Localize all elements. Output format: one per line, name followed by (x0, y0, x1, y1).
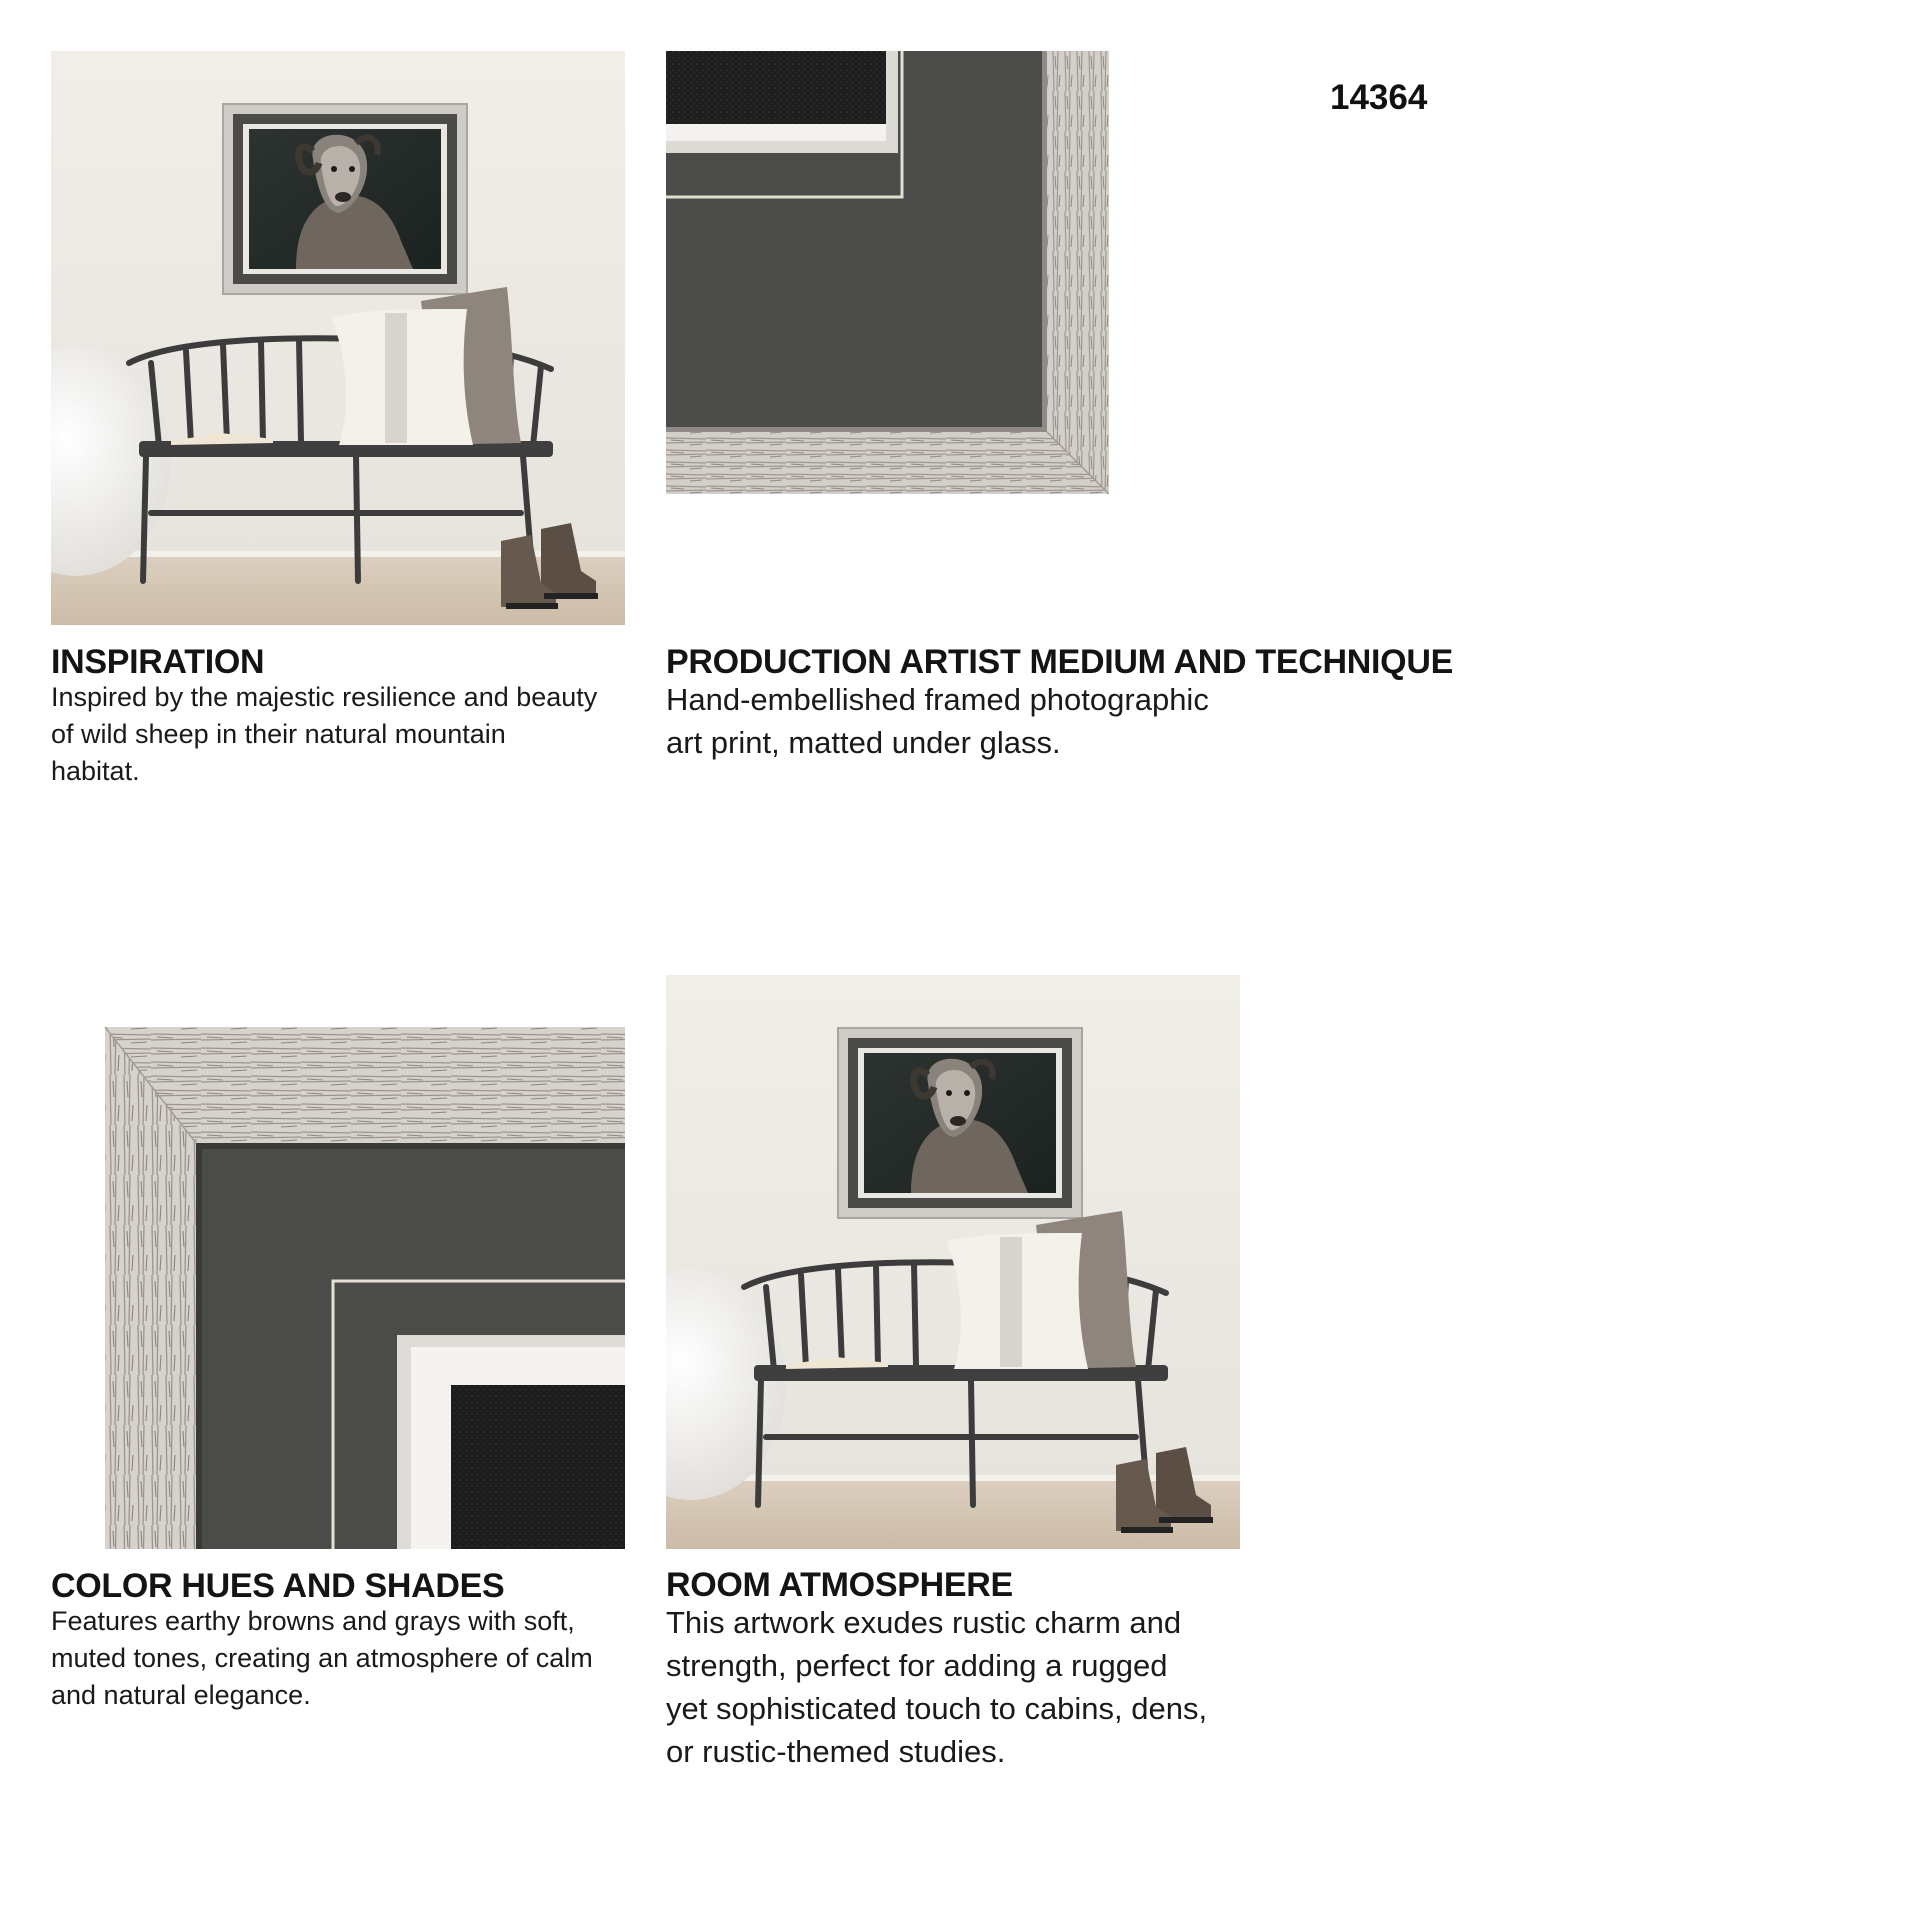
room-heading: ROOM ATMOSPHERE (666, 1566, 1013, 1604)
production-text (666, 678, 1366, 764)
room-scene-photo-2 (666, 975, 1240, 1549)
frame-corner-detail-photo (51, 975, 625, 1549)
color-line: muted tones, creating an atmosphere of calm (51, 1643, 593, 1673)
room-text (666, 1601, 1366, 1773)
room-scene-photo (51, 51, 625, 625)
production-line: Hand-embellished framed photographic (666, 682, 1209, 717)
color-text (51, 1603, 651, 1714)
color-line: and natural elegance. (51, 1680, 311, 1710)
room-line: strength, perfect for adding a rugged (666, 1648, 1168, 1683)
production-heading: PRODUCTION ARTIST MEDIUM AND TECHNIQUE (666, 643, 1453, 681)
inspiration-line: habitat. (51, 756, 140, 786)
room-line: or rustic-themed studies. (666, 1734, 1006, 1769)
inspiration-text (51, 679, 651, 790)
product-number: 14364 (1330, 78, 1428, 117)
production-line: art print, matted under glass. (666, 725, 1061, 760)
room-line: This artwork exudes rustic charm and (666, 1605, 1182, 1640)
color-line: Features earthy browns and grays with soft, (51, 1606, 575, 1636)
inspiration-line: Inspired by the majestic resilience and beauty (51, 682, 598, 712)
color-heading: COLOR HUES AND SHADES (51, 1567, 505, 1605)
inspiration-heading: INSPIRATION (51, 643, 265, 681)
room-line: yet sophisticated touch to cabins, dens, (666, 1691, 1208, 1726)
inspiration-line: of wild sheep in their natural mountain (51, 719, 506, 749)
frame-corner-closeup-photo (666, 51, 1109, 494)
